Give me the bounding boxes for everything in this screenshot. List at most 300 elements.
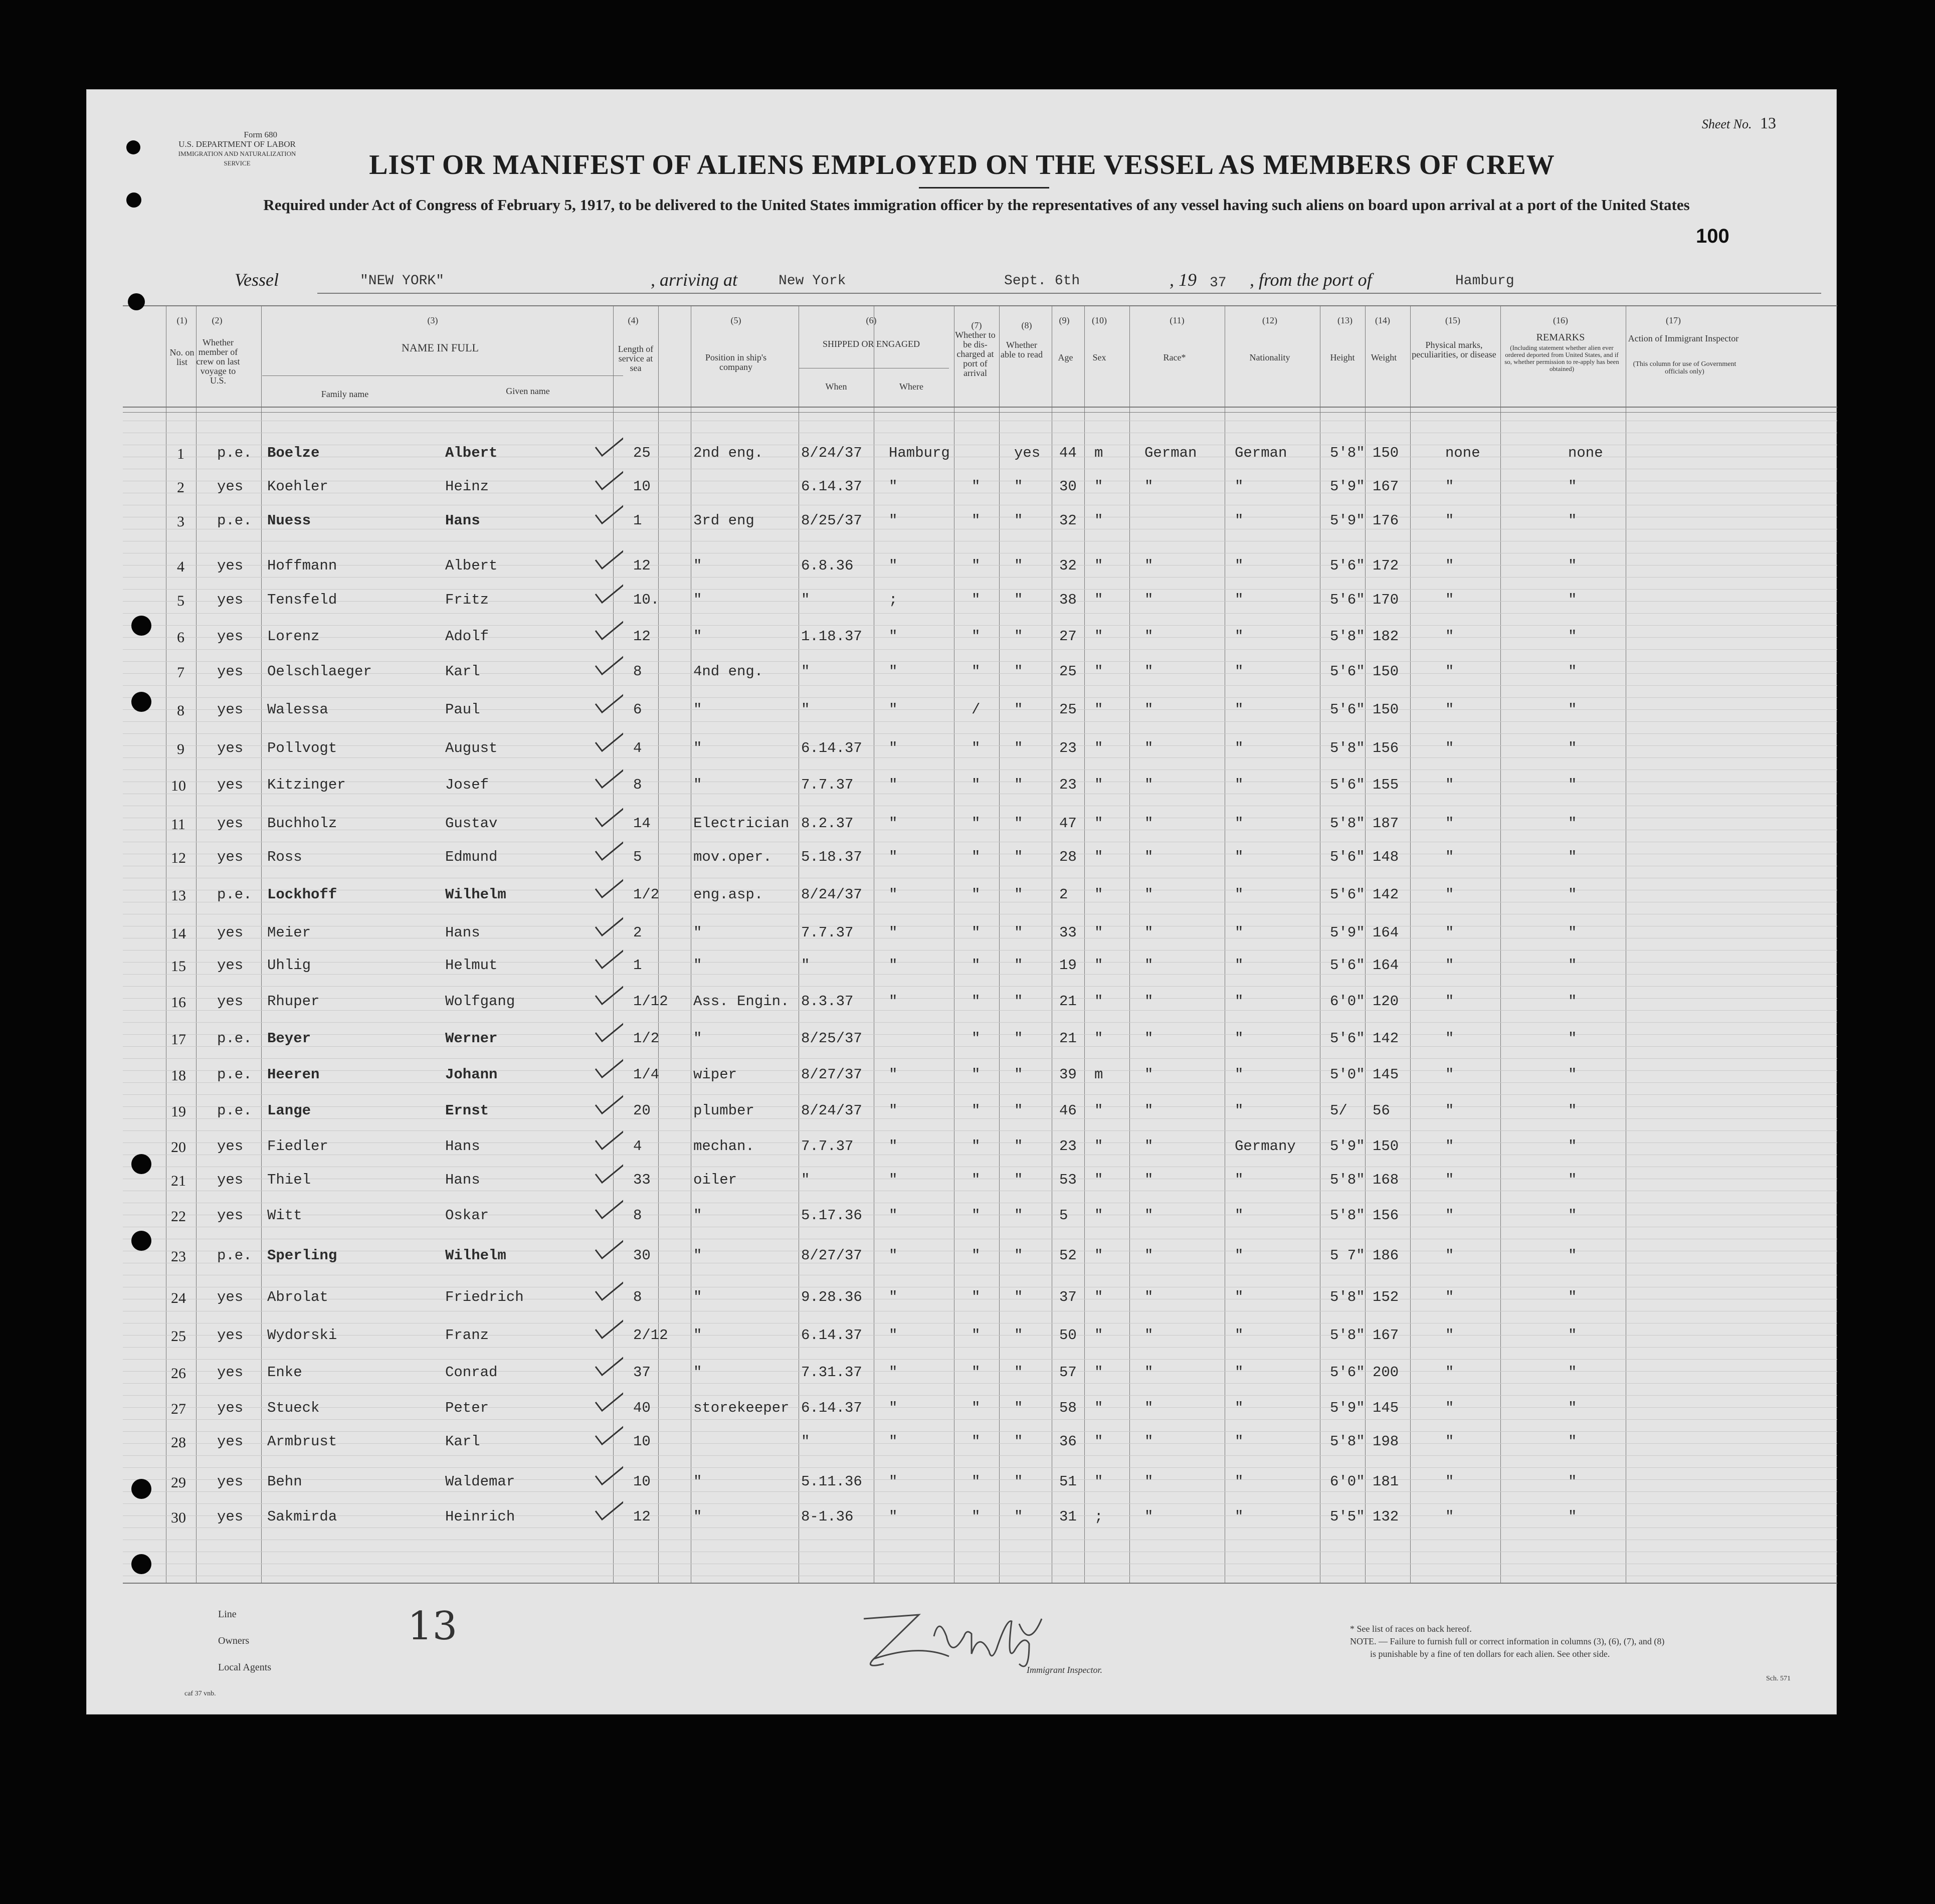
physical-marks-cell: " [1445, 1172, 1454, 1188]
age-cell: 53 [1059, 1172, 1077, 1188]
row-number: 15 [171, 958, 186, 975]
sex-cell: " [1094, 849, 1103, 865]
service-length-cell: 8 [633, 777, 642, 793]
service-length-cell: 4 [633, 1138, 642, 1155]
shipped-where-cell: " [889, 1473, 898, 1490]
discharged-cell: " [972, 1030, 981, 1047]
header-physical-marks: Physical marks, peculiarities, or disease [1412, 340, 1496, 359]
family-name-cell: Hoffmann [267, 557, 337, 574]
discharged-cell: " [972, 1364, 981, 1381]
position-cell: Electrician [693, 815, 790, 832]
colnum-15: (15) [1445, 315, 1460, 325]
gridline [123, 1383, 1837, 1384]
colnum-11: (11) [1170, 315, 1185, 325]
service-length-cell: 12 [633, 1508, 651, 1525]
vessel-label: Vessel [235, 270, 279, 290]
family-name-cell: Fiedler [267, 1138, 328, 1155]
family-name-cell: Rhuper [267, 993, 320, 1010]
gridline [123, 661, 1837, 662]
position-cell: " [693, 1030, 702, 1047]
gridline [123, 1467, 1837, 1468]
service-length-cell: 10 [633, 478, 651, 495]
row-number: 5 [177, 593, 184, 609]
gridline [123, 649, 1837, 650]
remarks-cell: " [1568, 1364, 1577, 1381]
physical-marks-cell: " [1445, 1030, 1454, 1047]
service-length-cell: 8 [633, 1289, 642, 1305]
check-mark-icon [593, 1015, 623, 1045]
discharged-cell: " [972, 815, 981, 832]
height-cell: 5'9" [1330, 924, 1365, 941]
check-mark-icon [593, 1312, 623, 1342]
race-cell: " [1144, 1030, 1153, 1047]
row-number: 13 [171, 887, 186, 904]
remarks-cell: " [1568, 1508, 1577, 1525]
physical-marks-cell: " [1445, 1473, 1454, 1490]
weight-cell: 150 [1373, 445, 1399, 461]
shipped-where-cell: " [889, 1102, 898, 1119]
check-mark-icon [593, 1385, 623, 1415]
family-name-cell: Buchholz [267, 815, 337, 832]
position-cell: " [693, 1473, 702, 1490]
physical-marks-cell: " [1445, 815, 1454, 832]
family-name-cell: Pollvogt [267, 740, 337, 756]
crew-cell: yes [217, 478, 244, 495]
race-cell: " [1144, 849, 1153, 865]
service-length-cell: 1/12 [633, 993, 668, 1010]
nationality-cell: " [1235, 512, 1244, 529]
nationality-cell: " [1235, 478, 1244, 495]
given-name-cell: Albert [445, 557, 498, 574]
age-cell: 51 [1059, 1473, 1077, 1490]
race-cell: " [1144, 993, 1153, 1010]
discharged-cell: " [972, 740, 981, 756]
gridline [123, 697, 1837, 698]
service-length-cell: 40 [633, 1400, 651, 1416]
height-cell: 5'9" [1330, 1138, 1365, 1155]
row-number: 28 [171, 1434, 186, 1451]
position-cell: " [693, 1364, 702, 1381]
height-cell: 5'6" [1330, 663, 1365, 680]
row-number: 1 [177, 446, 184, 462]
gridline [123, 974, 1837, 975]
sex-cell: " [1094, 628, 1103, 645]
shipped-where-cell: Hamburg [889, 445, 950, 461]
given-name-cell: Ernst [445, 1102, 489, 1119]
given-name-cell: Friedrich [445, 1289, 524, 1305]
check-mark-icon [593, 686, 623, 716]
height-cell: 5'6" [1330, 592, 1365, 608]
check-mark-icon [593, 463, 623, 493]
arriving-port: New York [779, 273, 846, 289]
able-to-read-cell: yes [1014, 445, 1041, 461]
height-cell: 5'6" [1330, 957, 1365, 974]
given-name-cell: Heinz [445, 478, 489, 495]
family-name-cell: Lockhoff [267, 886, 337, 903]
sheet-value: 13 [1760, 114, 1776, 132]
remarks-cell: " [1568, 557, 1577, 574]
row-number: 27 [171, 1401, 186, 1417]
race-cell: " [1144, 740, 1153, 756]
position-cell: wiper [693, 1066, 737, 1083]
shipped-when-cell: 5.11.36 [801, 1473, 862, 1490]
weight-cell: 170 [1373, 592, 1399, 608]
service: IMMIGRATION AND NATURALIZATION SERVICE [178, 150, 296, 167]
position-cell: " [693, 1207, 702, 1224]
race-cell: " [1144, 1400, 1153, 1416]
header-bottom-rule-2 [123, 412, 1837, 413]
shipped-when-cell: 8/24/37 [801, 886, 862, 903]
given-name-cell: Albert [445, 445, 498, 461]
shipped-when-cell: 8-1.36 [801, 1508, 854, 1525]
position-cell: storekeeper [693, 1400, 790, 1416]
able-to-read-cell: " [1014, 663, 1023, 680]
discharged-cell: " [972, 1102, 981, 1119]
binding-hole [126, 193, 141, 208]
remarks-cell: " [1568, 815, 1577, 832]
sex-cell: " [1094, 1433, 1103, 1450]
nationality-cell: " [1235, 628, 1244, 645]
handwritten-number: 13 [408, 1604, 458, 1649]
race-cell: " [1144, 628, 1153, 645]
shipped-when-cell: 6.14.37 [801, 478, 862, 495]
sex-cell: " [1094, 1400, 1103, 1416]
shipped-where-cell: " [889, 512, 898, 529]
able-to-read-cell: " [1014, 1066, 1023, 1083]
physical-marks-cell: " [1445, 663, 1454, 680]
height-cell: 5'6" [1330, 849, 1365, 865]
given-name-cell: Werner [445, 1030, 498, 1047]
gridline [123, 1503, 1837, 1504]
colnum-17: (17) [1666, 315, 1681, 325]
age-cell: 32 [1059, 557, 1077, 574]
nationality-cell: " [1235, 1172, 1244, 1188]
crew-cell: yes [217, 701, 244, 718]
physical-marks-cell: " [1445, 1138, 1454, 1155]
row-number: 30 [171, 1509, 186, 1526]
given-name-cell: Wilhelm [445, 886, 506, 903]
age-cell: 47 [1059, 815, 1077, 832]
weight-cell: 168 [1373, 1172, 1399, 1188]
age-cell: 33 [1059, 924, 1077, 941]
able-to-read-cell: " [1014, 1030, 1023, 1047]
footer-note-2: NOTE. — Failure to furnish full or correct information in columns (3), (6), (7), and (8) [1350, 1636, 1665, 1646]
given-name-cell: Waldemar [445, 1473, 515, 1490]
gridline [123, 577, 1837, 578]
row-number: 22 [171, 1208, 186, 1225]
family-name-cell: Boelze [267, 445, 320, 461]
discharged-cell: " [972, 1508, 981, 1525]
discharged-cell: " [972, 1289, 981, 1305]
nationality-cell: " [1235, 886, 1244, 903]
footer-agents-label: Local Agents [218, 1662, 272, 1673]
weight-cell: 187 [1373, 815, 1399, 832]
crew-cell: p.e. [217, 512, 252, 529]
position-cell: 4nd eng. [693, 663, 763, 680]
colnum-6: (6) [866, 315, 877, 325]
position-cell: " [693, 557, 702, 574]
given-name-cell: Hans [445, 1138, 480, 1155]
shipped-when-cell: 1.18.37 [801, 628, 862, 645]
shipped-when-cell: 8/25/37 [801, 512, 862, 529]
gridline [123, 1130, 1837, 1131]
gridline [123, 1431, 1837, 1432]
remarks-cell: " [1568, 1433, 1577, 1450]
physical-marks-cell: " [1445, 1207, 1454, 1224]
service-length-cell: 10 [633, 1433, 651, 1450]
header-inspector-action: Action of Immigrant Inspector [1628, 333, 1739, 343]
age-cell: 23 [1059, 740, 1077, 756]
physical-marks-cell: " [1445, 1433, 1454, 1450]
footer-note-3: is punishable by a fine of ten dollars for each alien. See other side. [1370, 1649, 1610, 1659]
able-to-read-cell: " [1014, 1172, 1023, 1188]
shipped-where-cell: " [889, 886, 898, 903]
crew-cell: yes [217, 1508, 244, 1525]
discharged-cell: " [972, 478, 981, 495]
family-name-cell: Armbrust [267, 1433, 337, 1450]
gridline [123, 733, 1837, 734]
discharged-cell: " [972, 1066, 981, 1083]
header-race: Race* [1163, 352, 1186, 362]
sex-cell: " [1094, 993, 1103, 1010]
column-divider [999, 305, 1000, 1583]
remarks-cell: " [1568, 1030, 1577, 1047]
race-cell: " [1144, 1172, 1153, 1188]
arrival-date: Sept. 6th [1004, 273, 1080, 289]
weight-cell: 145 [1373, 1066, 1399, 1083]
weight-cell: 164 [1373, 924, 1399, 941]
header-inspector-note: (This column for use of Government officials only) [1633, 360, 1736, 375]
given-name-cell: Oskar [445, 1207, 489, 1224]
check-mark-icon [593, 1051, 623, 1081]
weight-cell: 156 [1373, 740, 1399, 756]
document-subtitle: Required under Act of Congress of February 5, 1917, to be delivered to the United States immigration officer by the representatives of any vessel having such aliens on board upon arrival at a port of the United States [263, 196, 1690, 214]
able-to-read-cell: " [1014, 592, 1023, 608]
physical-marks-cell: " [1445, 740, 1454, 756]
check-mark-icon [593, 909, 623, 939]
shipped-when-cell: 5.17.36 [801, 1207, 862, 1224]
able-to-read-cell: " [1014, 924, 1023, 941]
able-to-read-cell: " [1014, 1508, 1023, 1525]
remarks-cell: " [1568, 512, 1577, 529]
position-cell: eng.asp. [693, 886, 763, 903]
discharged-cell: " [972, 777, 981, 793]
age-cell: 23 [1059, 777, 1077, 793]
discharged-cell: " [972, 1473, 981, 1490]
age-cell: 57 [1059, 1364, 1077, 1381]
column-divider [658, 305, 659, 1583]
row-number: 17 [171, 1031, 186, 1048]
nationality-cell: " [1235, 1207, 1244, 1224]
check-mark-icon [593, 1458, 623, 1488]
position-cell: mechan. [693, 1138, 754, 1155]
print-code: caf 37 vnb. [184, 1690, 216, 1697]
weight-cell: 176 [1373, 512, 1399, 529]
row-number: 20 [171, 1139, 186, 1156]
given-name-cell: August [445, 740, 498, 756]
remarks-cell: " [1568, 849, 1577, 865]
schedule-code: Sch. 571 [1766, 1675, 1791, 1682]
physical-marks-cell: " [1445, 1364, 1454, 1381]
header-age: Age [1058, 352, 1073, 362]
physical-marks-cell: " [1445, 924, 1454, 941]
crew-cell: p.e. [217, 1102, 252, 1119]
given-name-cell: Fritz [445, 592, 489, 608]
able-to-read-cell: " [1014, 849, 1023, 865]
family-name-cell: Thiel [267, 1172, 311, 1188]
check-mark-icon [593, 497, 623, 527]
sex-cell: ; [1094, 1508, 1103, 1525]
service-length-cell: 14 [633, 815, 651, 832]
crew-cell: yes [217, 957, 244, 974]
header-top-rule [123, 305, 1837, 306]
sex-cell: " [1094, 740, 1103, 756]
discharged-cell: " [972, 886, 981, 903]
header-shipped-engaged: SHIPPED OR ENGAGED [822, 339, 920, 349]
crew-cell: yes [217, 1473, 244, 1490]
discharged-cell: / [972, 701, 981, 718]
from-label: , from the port of [1250, 270, 1372, 290]
given-name-cell: Heinrich [445, 1508, 515, 1525]
given-name-cell: Helmut [445, 957, 498, 974]
colnum-3: (3) [427, 315, 438, 325]
family-name-cell: Lange [267, 1102, 311, 1119]
able-to-read-cell: " [1014, 815, 1023, 832]
shipped-when-cell: 7.7.37 [801, 1138, 854, 1155]
binding-hole [131, 1154, 151, 1174]
age-cell: 37 [1059, 1289, 1077, 1305]
sex-cell: " [1094, 957, 1103, 974]
height-cell: 5/ [1330, 1102, 1347, 1119]
service-length-cell: 12 [633, 628, 651, 645]
crew-cell: yes [217, 1207, 244, 1224]
gridline [123, 1058, 1837, 1059]
binding-hole [131, 1231, 151, 1251]
height-cell: 5'8" [1330, 740, 1365, 756]
check-mark-icon [593, 648, 623, 678]
physical-marks-cell: none [1445, 445, 1480, 461]
able-to-read-cell: " [1014, 628, 1023, 645]
crew-cell: yes [217, 1172, 244, 1188]
nationality-cell: " [1235, 1102, 1244, 1119]
nationality-cell: " [1235, 1364, 1244, 1381]
sex-cell: " [1094, 886, 1103, 903]
row-number: 3 [177, 513, 184, 530]
colnum-1: (1) [176, 315, 187, 325]
family-name-cell: Witt [267, 1207, 302, 1224]
family-name-cell: Walessa [267, 701, 328, 718]
position-cell: " [693, 592, 702, 608]
physical-marks-cell: " [1445, 512, 1454, 529]
header-crew-last-voyage: Whether member of crew on last voyage to U.S. [196, 337, 240, 386]
header-able-to-read: Whether able to read [1001, 340, 1043, 359]
family-name-cell: Abrolat [267, 1289, 328, 1305]
weight-cell: 186 [1373, 1247, 1399, 1264]
able-to-read-cell: " [1014, 512, 1023, 529]
discharged-cell: " [972, 1400, 981, 1416]
row-number: 18 [171, 1067, 186, 1084]
height-cell: 6'0" [1330, 993, 1365, 1010]
shipped-when-cell: 8.2.37 [801, 815, 854, 832]
able-to-read-cell: " [1014, 886, 1023, 903]
given-name-cell: Adolf [445, 628, 489, 645]
physical-marks-cell: " [1445, 849, 1454, 865]
sex-cell: " [1094, 924, 1103, 941]
position-cell: Ass. Engin. [693, 993, 790, 1010]
able-to-read-cell: " [1014, 777, 1023, 793]
race-cell: " [1144, 1066, 1153, 1083]
remarks-cell: " [1568, 663, 1577, 680]
row-number: 8 [177, 702, 184, 719]
shipped-when-cell: " [801, 663, 810, 680]
family-name-cell: Lorenz [267, 628, 320, 645]
sex-cell: " [1094, 1364, 1103, 1381]
service-length-cell: 1/2 [633, 886, 660, 903]
gridline [123, 757, 1837, 758]
footer-rule [123, 1583, 1837, 1584]
physical-marks-cell: " [1445, 1327, 1454, 1344]
shipped-when-cell: 7.7.37 [801, 777, 854, 793]
age-cell: 38 [1059, 592, 1077, 608]
age-cell: 21 [1059, 1030, 1077, 1047]
height-cell: 5'8" [1330, 628, 1365, 645]
shipped-where-cell: " [889, 1400, 898, 1416]
weight-cell: 167 [1373, 1327, 1399, 1344]
weight-cell: 164 [1373, 957, 1399, 974]
shipped-when-cell: 7.31.37 [801, 1364, 862, 1381]
nationality-cell: " [1235, 592, 1244, 608]
service-length-cell: 1/2 [633, 1030, 660, 1047]
family-name-cell: Meier [267, 924, 311, 941]
remarks-cell: " [1568, 777, 1577, 793]
race-cell: " [1144, 886, 1153, 903]
row-number: 2 [177, 479, 184, 496]
given-name-cell: Wolfgang [445, 993, 515, 1010]
physical-marks-cell: " [1445, 993, 1454, 1010]
row-number: 14 [171, 925, 186, 942]
race-cell: " [1144, 1473, 1153, 1490]
height-cell: 5 7" [1330, 1247, 1365, 1264]
crew-cell: yes [217, 740, 244, 756]
able-to-read-cell: " [1014, 740, 1023, 756]
shipped-when-cell: " [801, 1172, 810, 1188]
manifest-sheet [86, 89, 1837, 1715]
remarks-cell: " [1568, 628, 1577, 645]
remarks-cell: " [1568, 886, 1577, 903]
discharged-cell: " [972, 993, 981, 1010]
age-cell: 5 [1059, 1207, 1068, 1224]
column-divider [196, 305, 197, 1583]
shipped-when-cell: 9.28.36 [801, 1289, 862, 1305]
gridline [123, 625, 1837, 626]
sex-cell: " [1094, 592, 1103, 608]
discharged-cell: " [972, 849, 981, 865]
height-cell: 5'6" [1330, 1030, 1365, 1047]
service-length-cell: 1 [633, 957, 642, 974]
position-cell: 3rd eng [693, 512, 754, 529]
shipped-when-cell: " [801, 1433, 810, 1450]
nationality-cell: " [1235, 777, 1244, 793]
gridline [123, 1359, 1837, 1360]
nationality-cell: " [1235, 1066, 1244, 1083]
height-cell: 5'6" [1330, 886, 1365, 903]
remarks-cell: " [1568, 1066, 1577, 1083]
row-number: 4 [177, 558, 184, 575]
remarks-cell: " [1568, 1138, 1577, 1155]
given-name-cell: Franz [445, 1327, 489, 1344]
weight-cell: 181 [1373, 1473, 1399, 1490]
header-sex: Sex [1092, 352, 1106, 362]
